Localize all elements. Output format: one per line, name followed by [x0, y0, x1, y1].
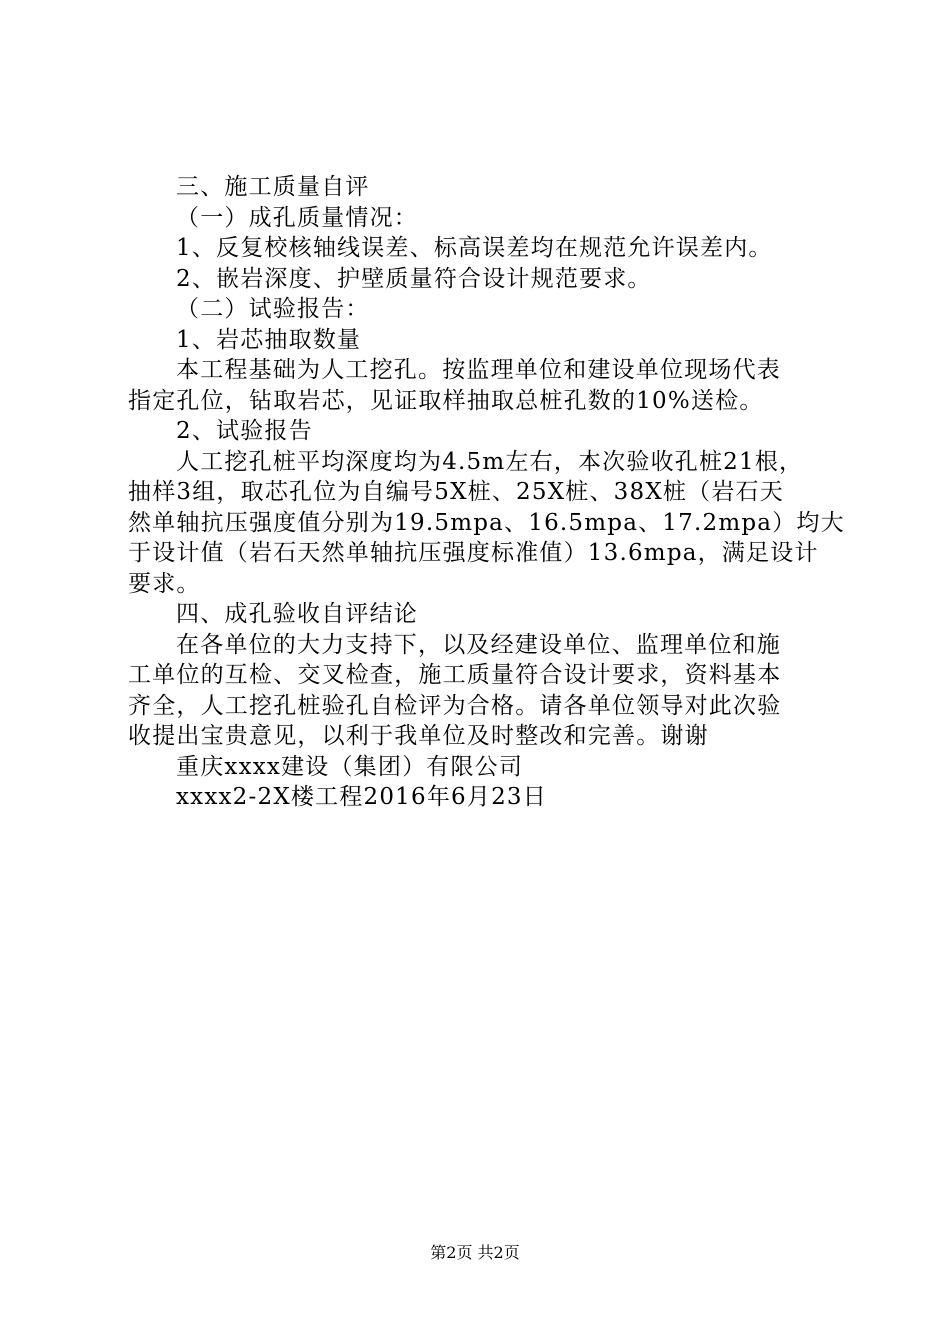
paragraph-line: 收提出宝贵意见，以利于我单位及时整改和完善。谢谢 [128, 723, 709, 749]
document-body [128, 172, 845, 813]
paragraph-line: 然单轴抗压强度值分别为19.5mpa、16.5mpa、17.2mpa）均大 [128, 509, 845, 536]
subsection-heading-2: （二）试验报告： [176, 296, 370, 322]
subsection-heading-1: （一）成孔质量情况： [176, 204, 418, 231]
paragraph-line: 于设计值（岩石天然单轴抗压强度标准值）13.6mpa，满足设计 [128, 540, 819, 566]
paragraph-line: 在各单位的大力支持下，以及经建设单位、监理单位和施 [176, 631, 781, 658]
paragraph-line: 指定孔位，钻取岩芯，见证取样抽取总桩孔数的10%送检。 [128, 387, 764, 414]
item-heading: 2、试验报告 [176, 418, 313, 444]
item-heading: 1、岩芯抽取数量 [176, 326, 362, 353]
section-heading-3: 三、施工质量自评 [176, 174, 370, 200]
paragraph-line: 抽样3组，取芯孔位为自编号5X桩、25X桩、38X桩（岩石天 [128, 479, 784, 505]
signature-date: xxxx2-2X楼工程2016年6月23日 [176, 784, 547, 810]
paragraph-line: 人工挖孔桩平均深度均为4.5m左右，本次验收孔桩21根， [176, 448, 804, 475]
paragraph-line: 要求。 [128, 570, 201, 597]
signature-company: 重庆xxxx建设（集团）有限公司 [176, 753, 524, 780]
paragraph-line: 1、反复校核轴线误差、标高误差均在规范允许误差内。 [176, 235, 773, 261]
section-heading-4: 四、成孔验收自评结论 [176, 601, 418, 627]
paragraph-line: 本工程基础为人工挖孔。按监理单位和建设单位现场代表 [176, 357, 781, 383]
paragraph-line: 齐全，人工挖孔桩验孔自检评为合格。请各单位领导对此次验 [128, 692, 782, 719]
page-number-footer: 第2页 共2页 [430, 1243, 520, 1262]
paragraph-line: 工单位的互检、交叉检查，施工质量符合设计要求，资料基本 [128, 662, 782, 688]
paragraph-line: 2、嵌岩深度、护壁质量符合设计规范要求。 [176, 265, 652, 292]
